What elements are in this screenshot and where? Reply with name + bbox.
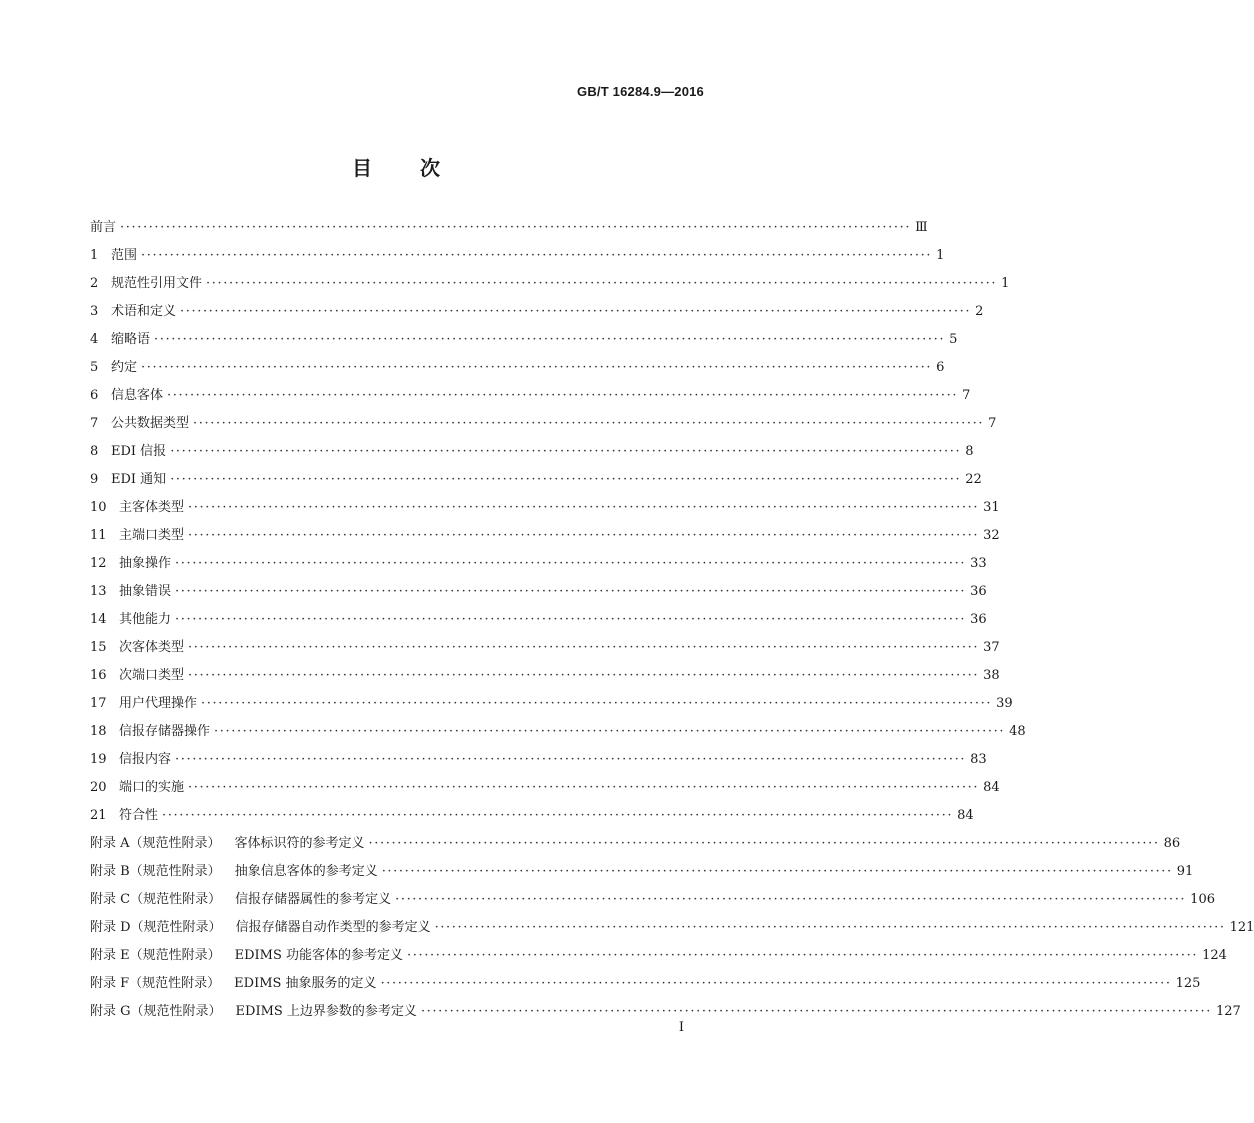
toc-entry-number: 7 (90, 416, 99, 431)
toc-page-number: 1 (936, 248, 945, 263)
toc-page-number: 36 (970, 584, 987, 599)
toc-annex-number: 附录 E（规范性附录） (90, 948, 221, 963)
toc-leader-dots: ·········································································································································· (175, 752, 967, 767)
toc-page-number: 36 (970, 612, 987, 627)
toc-entry-label: 主客体类型 (119, 500, 185, 515)
toc-entry-number: 1 (90, 248, 99, 263)
toc-leader-dots: ·········································································································································· (380, 976, 1172, 991)
toc-page-number: 86 (1163, 836, 1181, 851)
toc-entry-number: 11 (90, 528, 107, 543)
toc-entry-label: 前言 (90, 220, 117, 235)
toc-entry-number: 4 (90, 332, 99, 347)
toc-annex-number: 附录 G（规范性附录） (90, 1004, 222, 1019)
toc-entry-number: 2 (90, 276, 99, 291)
toc-entry-label: 公共数据类型 (111, 416, 190, 431)
toc-entry-label: 次端口类型 (119, 668, 185, 683)
toc-page-number: 5 (949, 332, 958, 347)
toc-leader-dots: ·········································································································································· (407, 948, 1199, 963)
toc-leader-dots: ·········································································································································· (167, 388, 959, 403)
toc-entry-label: 次客体类型 (119, 640, 185, 655)
toc-entry[interactable] (90, 578, 987, 606)
toc-entry-label: EDIMS 功能客体的参考定义 (234, 948, 404, 963)
toc-page-number: 8 (965, 444, 974, 459)
toc-entry-annex[interactable] (90, 830, 1181, 858)
toc-page-number: 37 (983, 640, 1000, 655)
toc-annex-number: 附录 B（规范性附录） (90, 864, 221, 879)
toc-page-number: 125 (1175, 976, 1201, 991)
toc-annex-number: 附录 C（规范性附录） (90, 892, 222, 907)
toc-entry-number: 13 (90, 584, 107, 599)
toc-entry[interactable] (90, 242, 945, 270)
toc-entry-label: 客体标识符的参考定义 (234, 836, 365, 851)
toc-entry[interactable] (90, 606, 987, 634)
toc-entry[interactable] (90, 438, 974, 466)
toc-entry-annex[interactable] (90, 858, 1194, 886)
toc-entry-number: 9 (90, 472, 99, 487)
toc-entry[interactable] (90, 410, 997, 438)
toc-entry-number: 17 (90, 696, 107, 711)
toc-entry-number: 16 (90, 668, 107, 683)
toc-entry-label: 用户代理操作 (119, 696, 198, 711)
toc-entry[interactable] (90, 662, 1000, 690)
toc-entry[interactable] (90, 466, 982, 494)
toc-entry-number: 6 (90, 388, 99, 403)
toc-page-number: 22 (965, 472, 982, 487)
toc-leader-dots: ·········································································································································· (395, 892, 1187, 907)
toc-leader-dots: ·········································································································································· (141, 248, 933, 263)
page-title (0, 152, 794, 181)
toc-leader-dots: ·········································································································································· (120, 220, 912, 235)
toc-entry-label: 信报存储器操作 (119, 724, 211, 739)
toc-page-number: 124 (1202, 948, 1227, 963)
toc-leader-dots: ·········································································································································· (188, 500, 980, 515)
toc-leader-dots: ·········································································································································· (175, 556, 967, 571)
toc-entry-number: 3 (90, 304, 99, 319)
toc-entry[interactable] (90, 270, 1010, 298)
toc-entry-number: 5 (90, 360, 99, 375)
toc-entry-label: 范围 (111, 248, 138, 263)
toc-page-number: 39 (996, 696, 1013, 711)
toc-page-number: 106 (1190, 892, 1215, 907)
toc-page-number: 48 (1009, 724, 1026, 739)
toc-entry-label: 术语和定义 (111, 304, 177, 319)
toc-leader-dots: ·········································································································································· (175, 584, 967, 599)
toc-annex-number: 附录 D（规范性附录） (90, 920, 222, 935)
toc-entry-number: 8 (90, 444, 99, 459)
toc-leader-dots: ·········································································································································· (180, 304, 972, 319)
toc-leader-dots: ·········································································································································· (154, 332, 946, 347)
toc-leader-dots: ·········································································································································· (206, 276, 998, 291)
toc-leader-dots: ·········································································································································· (420, 1004, 1212, 1019)
toc-entry-label: 端口的实施 (119, 780, 185, 795)
toc-entry-annex[interactable] (90, 886, 1215, 914)
toc-entry-annex[interactable] (90, 942, 1227, 970)
toc-leader-dots: ·········································································································································· (170, 472, 962, 487)
toc-entry-number: 10 (90, 500, 107, 515)
toc-page-number: 84 (983, 780, 1000, 795)
toc-entry[interactable] (90, 494, 1000, 522)
toc-page-number: 127 (1216, 1004, 1241, 1019)
toc-entry-label: EDIMS 上边界参数的参考定义 (235, 1004, 417, 1019)
toc-leader-dots: ·········································································································································· (214, 724, 1006, 739)
toc-leader-dots: ·········································································································································· (188, 528, 980, 543)
toc-entry-label: 符合性 (119, 808, 159, 823)
toc-entry[interactable] (90, 802, 974, 830)
toc-entry[interactable] (90, 522, 1000, 550)
toc-entry[interactable] (90, 354, 945, 382)
toc-entry-annex[interactable] (90, 914, 1254, 942)
toc-entry-label: EDIMS 抽象服务的定义 (234, 976, 377, 991)
toc-page-number: 31 (983, 500, 1000, 515)
toc-entry-label: 信报内容 (119, 752, 172, 767)
toc-entry-number: 15 (90, 640, 107, 655)
toc-leader-dots: ·········································································································································· (188, 668, 980, 683)
standard-number: GB/T 16284.9—2016 (577, 84, 704, 99)
toc-entry-label: 信报存储器自动作类型的参考定义 (235, 920, 431, 935)
toc-page-number: 6 (936, 360, 945, 375)
toc-entry[interactable] (90, 634, 1000, 662)
toc-entry-number: 12 (90, 556, 107, 571)
toc-entry-label: 主端口类型 (119, 528, 185, 543)
toc-entry[interactable] (90, 746, 987, 774)
toc-entry[interactable] (90, 298, 984, 326)
toc-page-number: 38 (983, 668, 1000, 683)
toc-page-number: 84 (957, 808, 974, 823)
toc-leader-dots: ·········································································································································· (170, 444, 962, 459)
toc-entry[interactable] (90, 718, 1026, 746)
toc-leader-dots: ·········································································································································· (141, 360, 933, 375)
page-number: I (678, 1020, 684, 1035)
toc-page-number: 1 (1001, 276, 1010, 291)
toc-entry-label: 信报存储器属性的参考定义 (235, 892, 392, 907)
toc-page-number: Ⅲ (915, 220, 928, 235)
toc-entry-label: 抽象错误 (119, 584, 172, 599)
toc-page-number: 91 (1176, 864, 1194, 879)
title-char-2: 次 (420, 156, 442, 180)
table-of-contents (90, 214, 1254, 1026)
toc-entry-number: 19 (90, 752, 107, 767)
toc-entry-label: 缩略语 (111, 332, 151, 347)
toc-entry[interactable] (90, 326, 958, 354)
toc-page-number: 121 (1229, 920, 1254, 935)
toc-entry[interactable] (90, 774, 1000, 802)
toc-page-number: 7 (962, 388, 971, 403)
title-char-1: 目 (352, 156, 374, 180)
toc-leader-dots: ·········································································································································· (381, 864, 1173, 879)
toc-entry-annex[interactable] (90, 970, 1201, 998)
toc-entry-label: 其他能力 (119, 612, 172, 627)
toc-leader-dots: ·········································································································································· (434, 920, 1226, 935)
toc-page-number: 7 (988, 416, 997, 431)
toc-page-number: 33 (970, 556, 987, 571)
toc-leader-dots: ·········································································································································· (175, 612, 967, 627)
toc-entry-number: 20 (90, 780, 107, 795)
toc-entry-number: 14 (90, 612, 107, 627)
toc-entry-label: EDI 信报 (111, 444, 167, 459)
toc-entry-label: EDI 通知 (111, 472, 167, 487)
toc-leader-dots: ·········································································································································· (368, 836, 1160, 851)
toc-page-number: 32 (983, 528, 1000, 543)
toc-entry[interactable] (90, 690, 1013, 718)
toc-entry[interactable] (90, 382, 971, 410)
toc-annex-number: 附录 F（规范性附录） (90, 976, 221, 991)
toc-page-number: 83 (970, 752, 987, 767)
toc-entry-foreword[interactable] (90, 214, 928, 242)
toc-leader-dots: ·········································································································································· (162, 808, 954, 823)
toc-entry-label: 规范性引用文件 (111, 276, 203, 291)
toc-page-number: 2 (975, 304, 984, 319)
toc-leader-dots: ·········································································································································· (188, 640, 980, 655)
toc-entry-number: 21 (90, 808, 107, 823)
toc-entry-annex[interactable] (90, 998, 1241, 1026)
toc-entry-label: 抽象信息客体的参考定义 (234, 864, 378, 879)
toc-leader-dots: ·········································································································································· (201, 696, 993, 711)
toc-leader-dots: ·········································································································································· (193, 416, 985, 431)
toc-entry[interactable] (90, 550, 987, 578)
toc-annex-number: 附录 A（规范性附录） (90, 836, 221, 851)
toc-leader-dots: ·········································································································································· (188, 780, 980, 795)
toc-entry-label: 抽象操作 (119, 556, 172, 571)
toc-entry-label: 约定 (111, 360, 138, 375)
toc-entry-number: 18 (90, 724, 107, 739)
toc-entry-label: 信息客体 (111, 388, 164, 403)
